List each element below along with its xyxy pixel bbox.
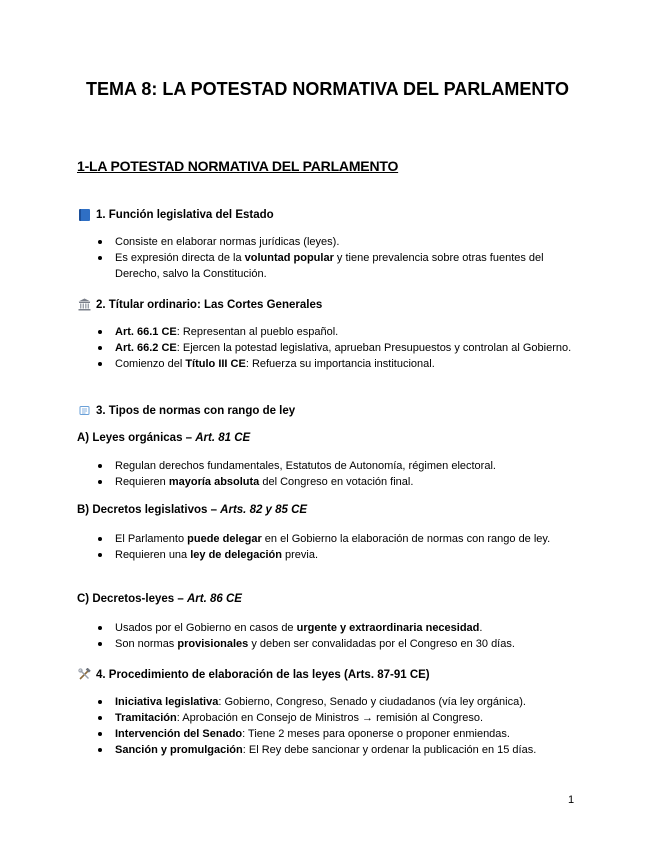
section-2-list <box>96 324 586 372</box>
list-item: Consiste en elaborar normas jurídicas (leyes). <box>96 234 586 250</box>
subsection-c-title: C) Decretos-leyes – Art. 86 CE <box>77 593 242 605</box>
subsection-c-list <box>96 620 586 652</box>
section-1-list <box>96 234 586 282</box>
list-item: El Parlamento puede delegar en el Gobierno la elaboración de normas con rango de ley. <box>96 531 586 547</box>
section-2-title: 2. Títular ordinario: Las Cortes Generales <box>77 297 322 312</box>
section-4-title: 4. Procedimiento de elaboración de las leyes (Arts. 87-91 CE) <box>77 667 430 682</box>
section-3-title: 3. Tipos de normas con rango de ley <box>77 403 295 418</box>
list-item: Sanción y promulgación: El Rey debe sancionar y ordenar la publicación en 15 días. <box>96 742 586 758</box>
scroll-icon <box>77 403 92 418</box>
subsection-b-title: B) Decretos legislativos – Arts. 82 y 85 CE <box>77 504 308 516</box>
subsection-a-title: A) Leyes orgánicas – Art. 81 CE <box>77 432 251 444</box>
subsection-b-list <box>96 531 586 563</box>
list-item: Iniciativa legislativa: Gobierno, Congreso, Senado y ciudadanos (vía ley orgánica). <box>96 694 586 710</box>
hammer-wrench-icon <box>77 667 92 682</box>
list-item: Tramitación: Aprobación en Consejo de Ministros → remisión al Congreso. <box>96 710 586 726</box>
section-1-title: 1. Función legislativa del Estado <box>77 207 274 222</box>
classical-building-icon <box>77 297 92 312</box>
list-item: Es expresión directa de la voluntad popular y tiene prevalencia sobre otras fuentes del Derecho, salvo la Constitución. <box>96 250 586 282</box>
list-item: Art. 66.2 CE: Ejercen la potestad legislativa, aprueban Presupuestos y controlan al Gobierno. <box>96 340 586 356</box>
list-item: Usados por el Gobierno en casos de urgente y extraordinaria necesidad. <box>96 620 586 636</box>
list-item: Requieren mayoría absoluta del Congreso en votación final. <box>96 474 586 490</box>
page-title: TEMA 8: LA POTESTAD NORMATIVA DEL PARLAMENTO <box>86 79 569 99</box>
section-4-list <box>96 694 586 758</box>
list-item: Requieren una ley de delegación previa. <box>96 547 586 563</box>
list-item: Son normas provisionales y deben ser convalidadas por el Congreso en 30 días. <box>96 636 586 652</box>
list-item: Art. 66.1 CE: Representan al pueblo español. <box>96 324 586 340</box>
subsection-a-list <box>96 458 586 490</box>
section-heading: 1-LA POTESTAD NORMATIVA DEL PARLAMENTO <box>77 158 399 174</box>
list-item: Regulan derechos fundamentales, Estatutos de Autonomía, régimen electoral. <box>96 458 586 474</box>
book-icon <box>77 207 92 222</box>
page-number: 1 <box>568 794 575 806</box>
list-item: Comienzo del Título III CE: Refuerza su importancia institucional. <box>96 356 586 372</box>
list-item: Intervención del Senado: Tiene 2 meses para oponerse o proponer enmiendas. <box>96 726 586 742</box>
